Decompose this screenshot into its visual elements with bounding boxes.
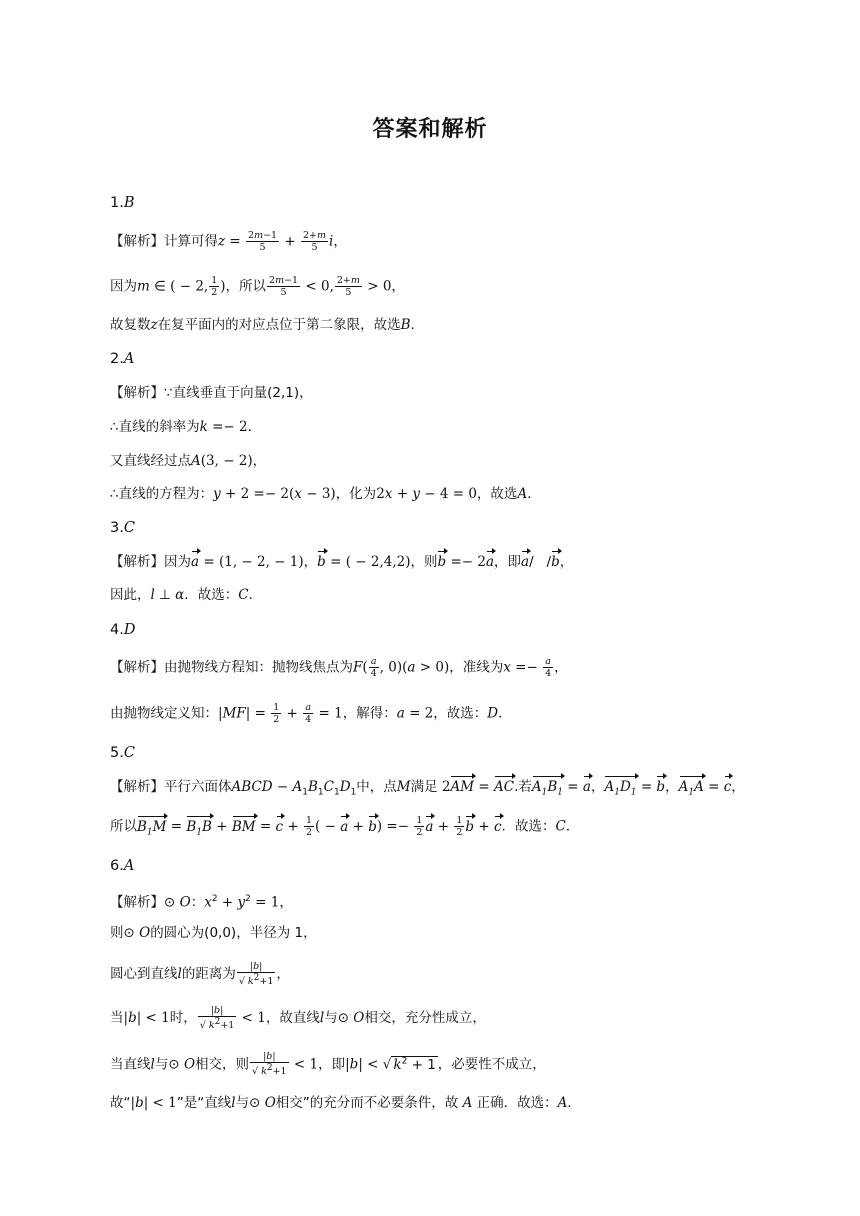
q2-line3: 又直线经过点A(3, − 2)， [110, 453, 267, 469]
q5-line2: 所以$B_1M = B_1B$ + BM = c + $\frac{1}{2}$ ( − a + b) =− $\frac{1}{2}$ a + $\frac{1}{2}$ b + c．故选：C． [110, 815, 579, 842]
q5-line1: 【解析】平行六面体ABCD − $A_1B_1C_1D_1$中，点M满足 2AM = AC.若$A_1B_1 = a$，$A_1D_1 = b$，$A_1A = c$， [110, 777, 745, 803]
q1-line1: 【解析】计算可得z = $\frac{2m-1}{5}$ + $\frac{2+m}{5}$ i， [110, 230, 347, 253]
q6-answer: 6.A [110, 858, 135, 874]
q3-answer: 3.C [110, 520, 135, 536]
q6-line6: 故“|b| < 1”是“直线l与⊙ O相交”的充分而不必要条件，故 A 正确．故选：A． [110, 1095, 581, 1111]
q6-line4: 当|b| < 1时， $\frac{|b|}{√ k^2+1}$ < 1，故直线l与⊙ O相交，充分性成立， [110, 1005, 486, 1032]
q2-line2: ∴直线的斜率为k =− 2． [110, 419, 262, 435]
q6-line1: 【解析】⊙ O：$x^2 + y^2 = 1$， [110, 894, 293, 911]
q2-line4: ∴直线的方程为：y + 2 =− 2(x − 3)，化为2x + y − 4 = 0，故选A． [110, 486, 541, 502]
q5-answer: 5.C [110, 745, 135, 761]
q6-line3: 圆心到直线l的距离为 $\frac{|b|}{√ k^2+1}$ ， [110, 961, 290, 988]
q4-answer: 4.D [110, 622, 136, 638]
q3-line2: 因此，l ⊥ α．故选：C． [110, 587, 263, 603]
q1-line3: 故复数z在复平面内的对应点位于第二象限，故选B． [110, 317, 425, 333]
q4-line1: 【解析】由抛物线方程知：抛物线焦点为F( $\frac{a}{4}$ , 0)(a > 0)，准线为x =− $\frac{a}{4}$ ， [110, 656, 568, 679]
q3-line1: 【解析】因为a = (1, − 2, − 1)，b = ( − 2,4,2)，则b =− 2a，即a/ /b， [110, 554, 574, 570]
q2-line1: 【解析】∵直线垂直于向量(2,1)， [110, 385, 313, 401]
q6-line2: 则⊙ O的圆心为(0,0)，半径为 1， [110, 925, 317, 941]
q1-line2: 因为m ∈ ( − 2, $\frac{1}{2}$ )，所以 $\frac{2m-1}{5}$ < 0, $\frac{2+m}{5}$ > 0， [110, 275, 405, 298]
page-title: 答案和解析 [372, 117, 488, 142]
q6-line5: 当直线l与⊙ O相交，则 $\frac{|b|}{√ k^2+1}$ < 1，即|b| < √ $k^2 + 1$ ，必要性不成立， [110, 1051, 546, 1078]
q2-answer: 2.A [110, 351, 135, 367]
q4-line2: 由抛物线定义知：|MF| = $\frac{1}{2}$ + $\frac{a}{4}$ = 1，解得：a = 2，故选：D． [110, 702, 512, 725]
q1-answer: 1.B [110, 195, 135, 211]
